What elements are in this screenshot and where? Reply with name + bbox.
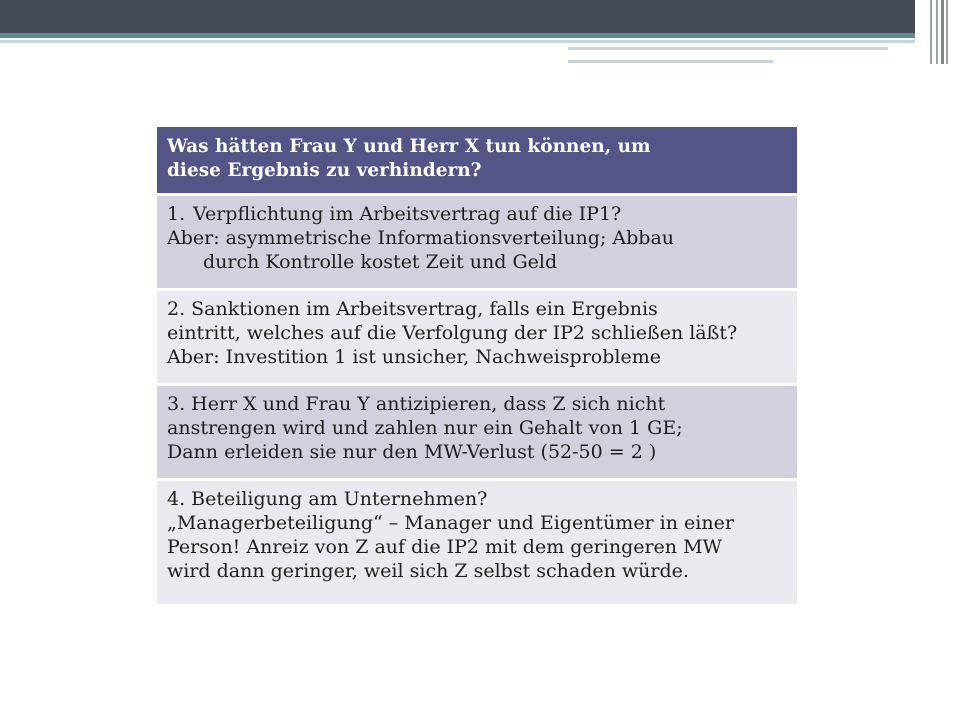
row-line: 4. Beteiligung am Unternehmen? [167, 488, 488, 510]
row-line: wird dann geringer, weil sich Z selbst schaden würde. [167, 560, 689, 582]
row-text: Verpflichtung im Arbeitsvertrag auf die IP1? [193, 203, 622, 225]
list-number: 1. [167, 203, 186, 225]
corner-stripe [946, 0, 948, 64]
row-line: Aber: Investition 1 ist unsicher, Nachweisprobleme [167, 346, 661, 368]
header-rule-1 [0, 40, 938, 43]
row-line: 3. Herr X und Frau Y antizipieren, dass Z sich nicht [167, 393, 666, 415]
header-rule-2 [568, 47, 888, 50]
table-header [157, 127, 797, 193]
question-table [157, 127, 797, 604]
corner-stripe [930, 0, 932, 64]
header-line: Was hätten Frau Y und Herr X tun können, um [167, 136, 651, 157]
row-line: durch Kontrolle kostet Zeit und Geld [203, 251, 558, 273]
table-row [157, 386, 797, 478]
corner-stripe [941, 0, 944, 64]
row-line: eintritt, welches auf die Verfolgung der IP2 schließen läßt? [167, 322, 738, 344]
header-bar [0, 0, 960, 33]
row-line: anstrengen wird und zahlen nur ein Gehalt von 1 GE; [167, 417, 683, 439]
row-line: 2. Sanktionen im Arbeitsvertrag, falls ein Ergebnis [167, 298, 658, 320]
row-line: „Managerbeteiligung“ – Manager und Eigentümer in einer [167, 512, 734, 534]
row-line [167, 202, 787, 226]
table-row [157, 291, 797, 383]
corner-stripe [936, 0, 938, 64]
header-line: diese Ergebnis zu verhindern? [167, 160, 482, 181]
row-line: Aber: asymmetrische Informationsverteilung; Abbau [167, 227, 675, 249]
header-rule-3 [568, 60, 773, 63]
row-line: Person! Anreiz von Z auf die IP2 mit dem geringeren MW [167, 536, 723, 558]
row-line: Dann erleiden sie nur den MW-Verlust (52-50 = 2 ) [167, 441, 657, 463]
table-row [157, 481, 797, 604]
table-row [157, 196, 797, 288]
header-accent-stripe [0, 33, 960, 38]
